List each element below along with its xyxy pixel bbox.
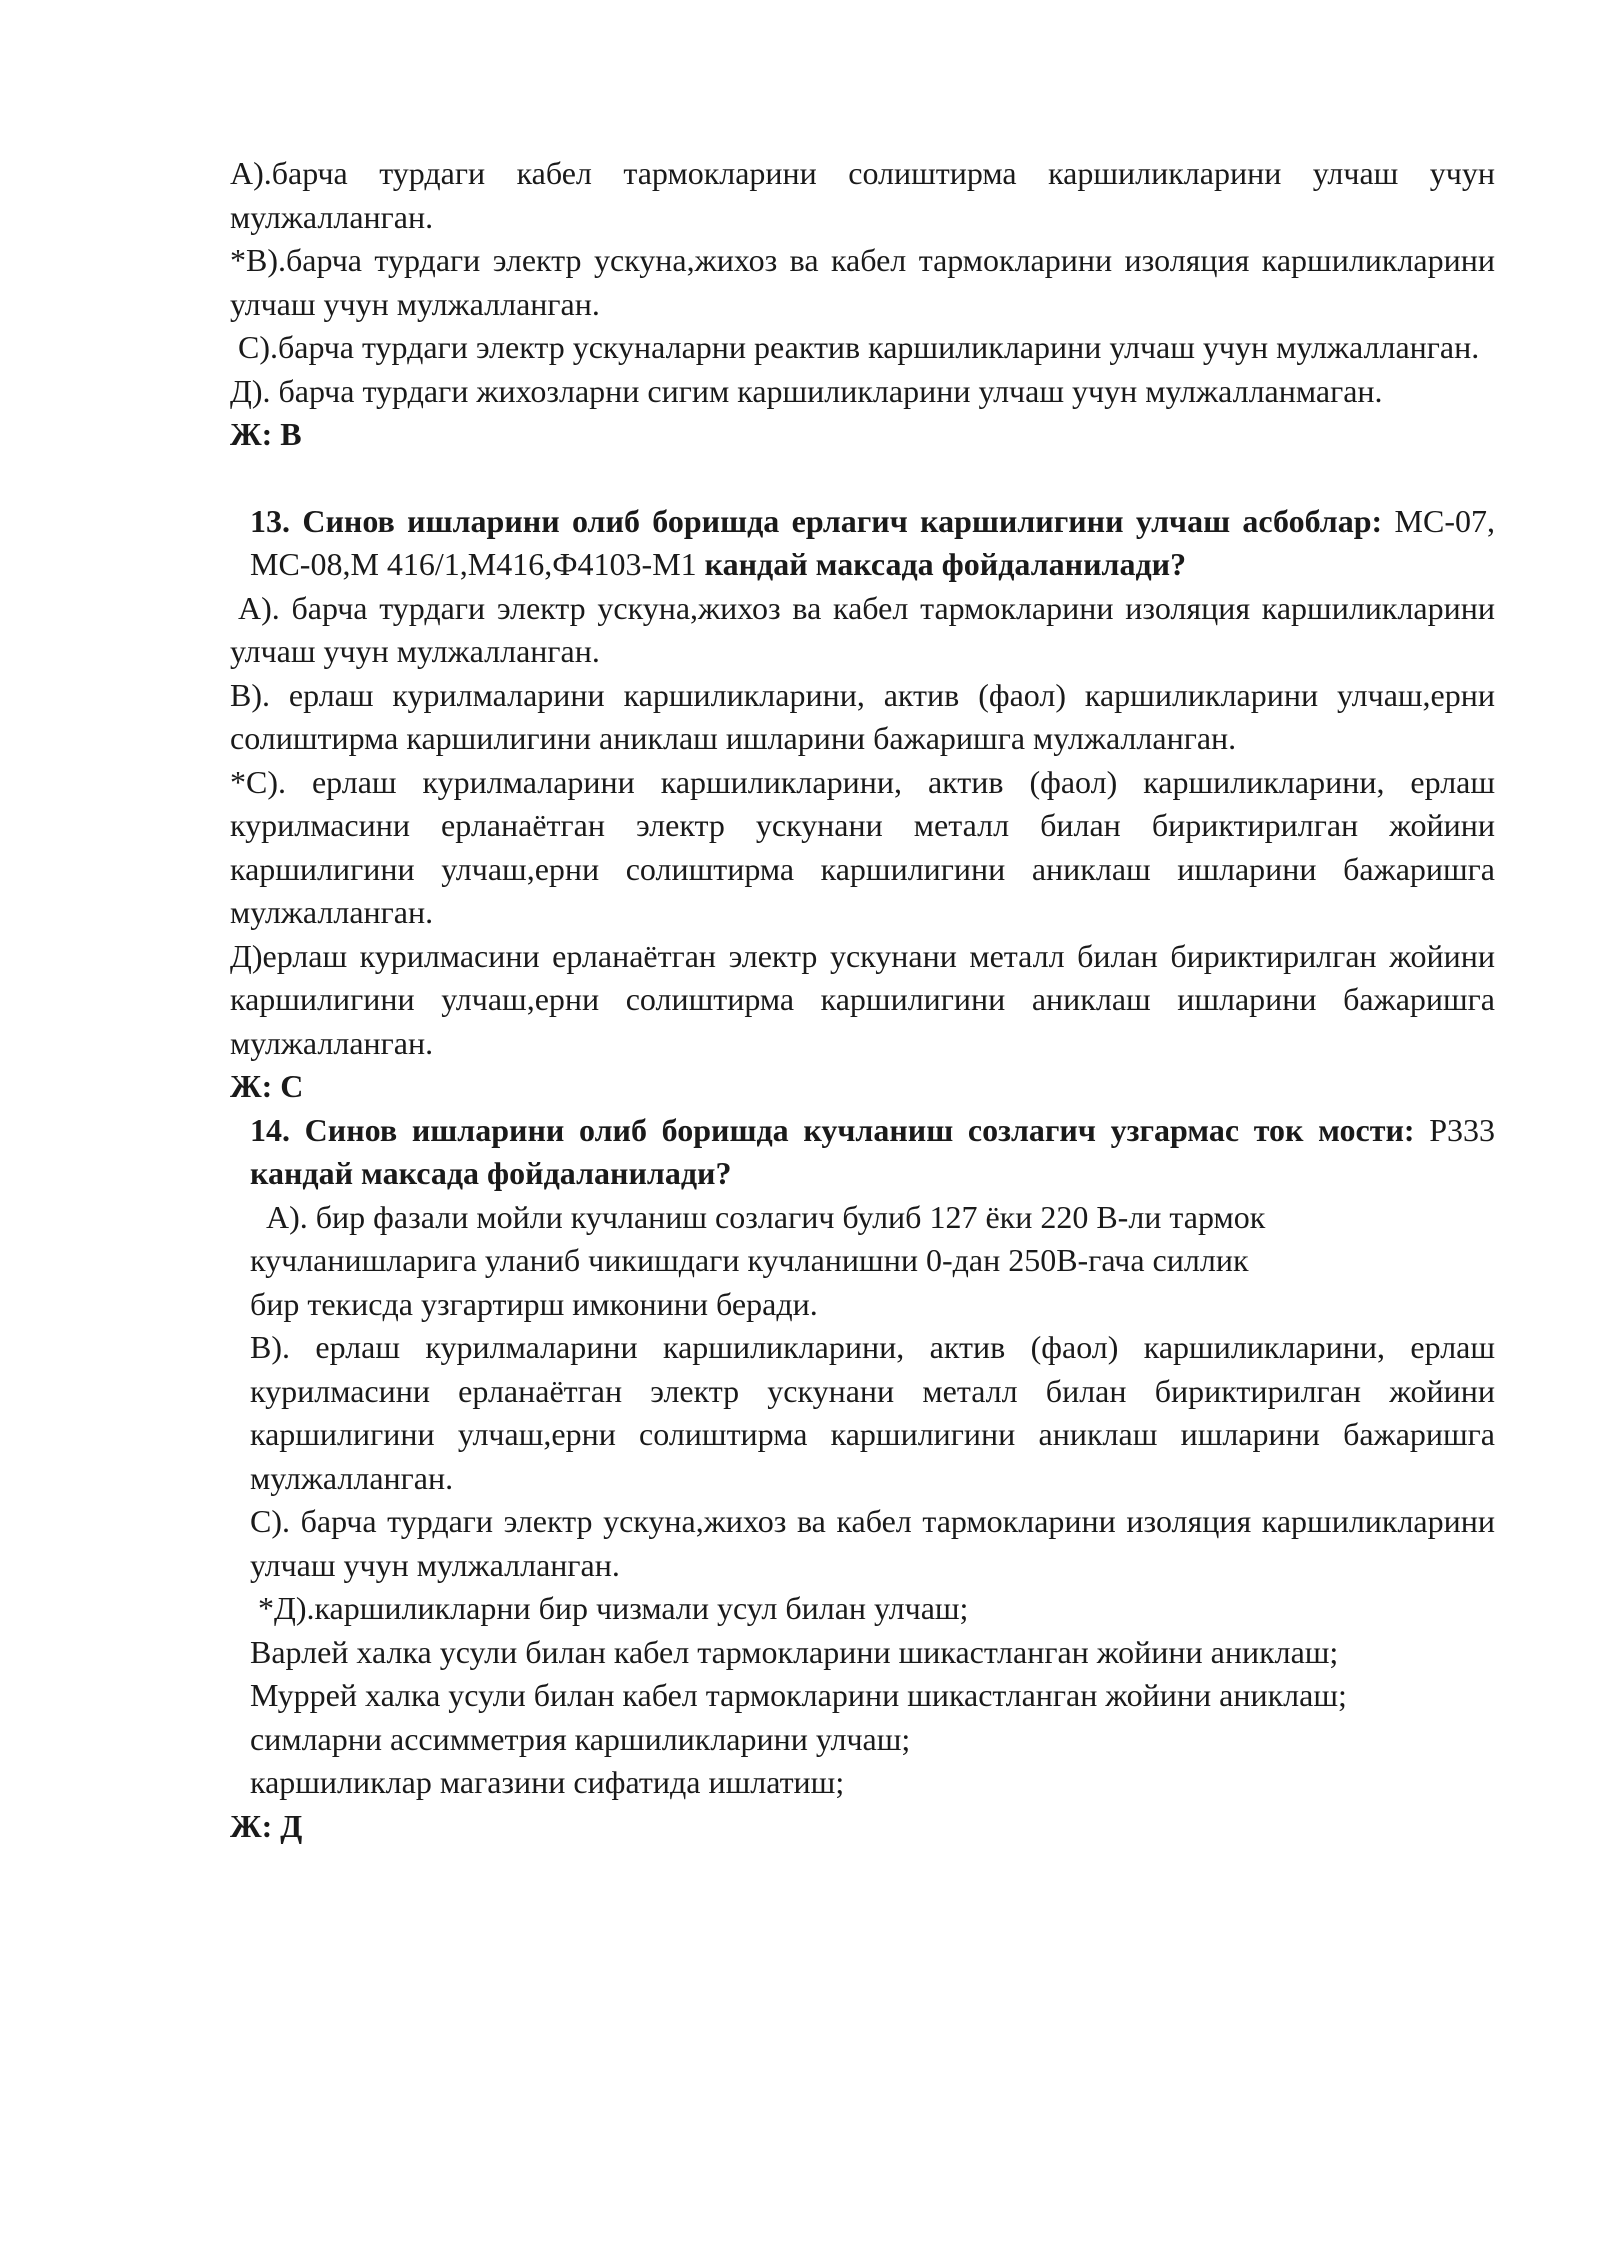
q13-title-instruments: МС-07, МС-08,М 416/1,М416,Ф4103-М1	[250, 502, 1496, 582]
q14-option-d-item2: Муррей халка усули билан кабел тармокларини шикастланган жойини аниклаш;	[250, 1677, 1347, 1713]
q12-option-b: *В).барча турдаги электр ускуна,жихоз ва кабел тармокларини изоляция каршиликларини улчаш учун мулжалланган.	[230, 242, 1495, 322]
q14-option-a-line3: бир текисда узгартирш имконини беради.	[250, 1285, 818, 1322]
q13-option-d: Д)ерлаш курилмасини ерланаётган электр ускунани металл билан бириктирилган жойини каршилигини улчаш,ерни солиштирма каршилигини аниклаш ишларини бажаришга мулжалланган.	[230, 937, 1495, 1061]
document-body	[230, 152, 1495, 1848]
q12-option-c: С).барча турдаги электр ускуналарни реактив каршиликларини улчаш учун мулжалланган.	[238, 329, 1480, 365]
q14-option-d: *Д).каршиликларни бир чизмали усул билан улчаш;	[258, 1590, 969, 1626]
spacer	[230, 457, 1495, 500]
q12-option-d: Д). барча турдаги жихозларни сигим каршиликларини улчаш учун мулжалланмаган.	[230, 372, 1383, 409]
q13-option-a: А). барча турдаги электр ускуна,жихоз ва кабел тармокларини изоляция каршиликларини улчаш учун мулжалланган.	[230, 589, 1495, 669]
q14-title-instruments: Р333	[1414, 1111, 1495, 1148]
q14-option-a-line2: кучланишларига уланиб чикишдаги кучланишни 0-дан 250В-гача силлик	[250, 1242, 1249, 1278]
q13-title-bold-end: кандай максада фойдаланилади?	[704, 546, 1187, 582]
q14-option-b: В). ерлаш курилмаларини каршиликларини, актив (фаол) каршиликларини, ерлаш курилмасини ерланаётган электр ускунани металл билан бириктирилган жойини каршилигини улчаш,ерни солиштирма каршилигини аниклаш ишларини бажаришга мулжалланган.	[250, 1329, 1495, 1496]
q14-option-c: С). барча турдаги электр ускуна,жихоз ва кабел тармокларини изоляция каршиликларини улчаш учун мулжалланган.	[250, 1503, 1495, 1583]
q14-option-d-item3: симларни ассимметрия каршиликларини улчаш;	[250, 1720, 911, 1757]
q12-option-a: А).барча турдаги кабел тармокларини солиштирма каршиликларини улчаш учун мулжалланган.	[230, 155, 1495, 235]
q14-option-d-item1: Варлей халка усули билан кабел тармокларини шикастланган жойини аниклаш;	[250, 1633, 1339, 1670]
q14-question	[230, 1109, 1495, 1196]
q14-title-bold: 14. Синов ишларини олиб боришда кучланиш созлагич узгармас ток мости:	[250, 1111, 1415, 1148]
q14-title-bold-end: кандай максада фойдаланилади?	[250, 1155, 732, 1191]
q13-question	[230, 500, 1495, 587]
q13-option-b: В). ерлаш курилмаларини каршиликларини, актив (фаол) каршиликларини улчаш,ерни солиштирма каршилигини аниклаш ишларини бажаришга мулжалланган.	[230, 676, 1495, 756]
q12-answer: Ж: В	[230, 416, 302, 452]
q13-answer: Ж: С	[230, 1068, 304, 1104]
q14-option-a-line1: А). бир фазали мойли кучланиш созлагич булиб 127 ёки 220 В-ли тармок	[266, 1198, 1266, 1235]
q14-option-d-item4: каршиликлар магазини сифатида ишлатиш;	[250, 1764, 845, 1800]
q13-title-bold: 13. Синов ишларини олиб боришда ерлагич каршилигини улчаш асбоблар:	[250, 502, 1383, 539]
q14-answer: Ж: Д	[230, 1807, 303, 1844]
q13-option-c: *С). ерлаш курилмаларини каршиликларини, актив (фаол) каршиликларини, ерлаш курилмасини ерланаётган электр ускунани металл билан бириктирилган жойини каршилигини улчаш,ерни солиштирма каршилигини аниклаш ишларини бажаришга мулжалланган.	[230, 763, 1495, 930]
